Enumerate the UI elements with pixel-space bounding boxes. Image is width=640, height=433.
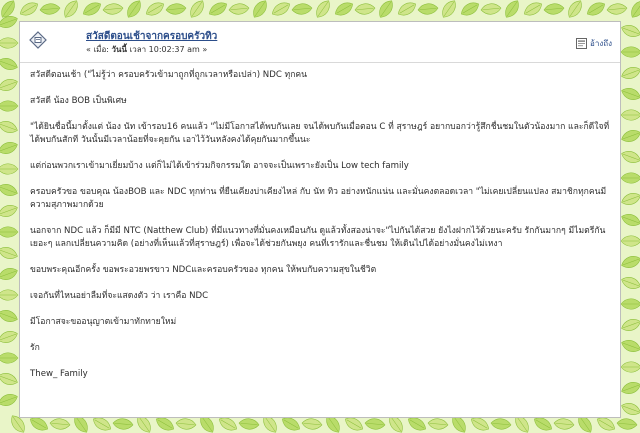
- post-paragraph: เจอกันที่ไหนอย่าลืมที่จะแสดงตัว ว่า เราคือ NDC: [30, 291, 209, 301]
- leaf-decoration: [0, 266, 19, 283]
- leaf-decoration: [620, 401, 640, 418]
- leaf-decoration: [0, 119, 19, 136]
- leaf-decoration: [621, 47, 640, 58]
- leaf-decoration: [620, 275, 640, 292]
- leaf-decoration: [620, 338, 640, 355]
- leaf-decoration: [0, 290, 18, 301]
- leaf-decoration: [61, 0, 81, 20]
- meta-day: วันนี้: [111, 45, 127, 54]
- leaf-decoration: [459, 0, 482, 19]
- post-paragraph: "ได้ยินชื่อนี้มาตั้งแต่ น้อง นัท เข้ารอบ16 คนแล้ว "ไม่มีโอกาสได้พบกันเลย จนได้พบกันเมื่อตอน C ที่ สุราษฎร์ อยากบอกว่ารู้สึกชื่นชมในตัวน้องมาก และก็ดีใจที่ได้พบกันสักที วันนั้นมีเวลาน้อยที่จะคุยกัน เอาไว้วันหลังคงได้คุยกันมากขึ้นนะ: [30, 122, 610, 145]
- leaf-decoration: [124, 0, 144, 20]
- leaf-decoration: [0, 56, 19, 73]
- post-paragraph: ขอบพระคุณอีกครั้ง ขอพระอวยพรขาว NDCและครอบครัวของ ทุกคน ให้พบกับความสุขในชีวิต: [30, 265, 377, 275]
- quote-icon: [576, 38, 587, 49]
- quote-button[interactable]: [576, 36, 612, 50]
- leaf-decoration: [166, 3, 187, 15]
- leaf-decoration: [621, 110, 640, 121]
- meta-prefix: « เมื่อ:: [86, 45, 109, 54]
- leaf-decoration: [0, 353, 18, 364]
- leaf-decoration: [620, 212, 640, 229]
- leaf-decoration: [620, 65, 640, 82]
- leaf-decoration: [113, 418, 134, 430]
- post-timestamp: [86, 43, 207, 56]
- post-paragraph: สวัสดี น้อง BOB เป็นพิเศษ: [30, 96, 127, 106]
- meta-time: เวลา 10:02:37 am »: [129, 45, 208, 54]
- leaf-decoration: [554, 418, 575, 430]
- leaf-decoration: [418, 3, 439, 15]
- leaf-decoration: [0, 392, 19, 409]
- folder-topic-icon: [29, 31, 47, 49]
- leaf-decoration: [18, 0, 41, 19]
- leaf-decoration: [176, 418, 197, 430]
- leaf-decoration: [620, 317, 640, 334]
- leaf-decoration: [333, 0, 356, 19]
- leaf-decoration: [0, 371, 19, 388]
- leaf-decoration: [491, 418, 512, 430]
- leaf-decoration: [620, 149, 640, 166]
- post-paragraph: นอกจาก NDC แล้ว ก็มีมี NTC (Natthew Club) ที่มีแนวทางที่มั่นคงเหมือนกัน ดูแล้วทั้งสองน่าจะ"ไปกันได้สวย ยังไงฝากไว้ด้วยนะครับ รักกันมากๆ มีไมตรีกันเยอะๆ แลกเปลี่ยนความคิด (อย่างที่เห็นแล้วที่สุราษฎร์) เพื่อจะได้ช่วยกันพยุง คนที่เรารักและชื่นชม ให้เดินไปได้อย่างมั่นคงไม่เหงา: [30, 226, 606, 249]
- leaf-decoration: [0, 101, 18, 112]
- leaf-decoration: [439, 0, 459, 20]
- leaf-decoration: [0, 227, 18, 238]
- leaf-decoration: [250, 0, 270, 20]
- leaf-decoration: [481, 3, 502, 15]
- leaf-decoration: [187, 0, 207, 20]
- leaf-decoration: [620, 380, 640, 397]
- leaf-decoration: [302, 418, 323, 430]
- leaf-decoration: [239, 418, 260, 430]
- post-signature: Thew_ Family: [30, 369, 88, 379]
- leaf-decoration: [620, 23, 640, 40]
- leaf-decoration: [502, 0, 522, 20]
- leaf-decoration: [628, 0, 640, 20]
- leaf-decoration: [620, 254, 640, 271]
- leaf-decoration: [0, 182, 19, 199]
- forum-post: [19, 21, 621, 418]
- post-paragraph: สวัสดีตอนเช้า ("ไม่รู้ว่า ครอบครัวเข้ามาถูกที่ถูกเวลาหรือเปล่า) NDC ทุกคน: [30, 70, 308, 80]
- leaf-decoration: [620, 86, 640, 103]
- leaf-decoration: [396, 0, 419, 19]
- leaf-decoration: [620, 128, 640, 145]
- leaf-decoration: [620, 191, 640, 208]
- post-paragraph: มีโอกาสจะขออนุญาตเข้ามาทักทายใหม่: [30, 317, 177, 327]
- leaf-decoration: [355, 3, 376, 15]
- leaf-decoration: [40, 3, 61, 15]
- leaf-decoration: [617, 418, 638, 430]
- post-paragraph: แต่ก่อนพวกเราเข้ามาเยี่ยมบ้าง แต่ก็ไม่ได้เข้าร่วมกิจกรรมใด อาจจะเป็นเพราะยังเป็น Low tech family: [30, 161, 409, 171]
- leaf-decoration: [621, 362, 640, 373]
- leaf-decoration: [0, 77, 19, 94]
- leaf-decoration: [621, 299, 640, 310]
- post-header: [20, 22, 620, 63]
- leaf-decoration: [607, 3, 628, 15]
- leaf-decoration: [270, 0, 293, 19]
- leaf-decoration: [585, 0, 608, 19]
- leaf-decoration: [144, 0, 167, 19]
- leaf-decoration: [565, 0, 585, 20]
- leaf-decoration: [207, 0, 230, 19]
- leaf-decoration: [522, 0, 545, 19]
- leaf-decoration: [365, 418, 386, 430]
- leaf-decoration: [376, 0, 396, 20]
- post-title-link[interactable]: สวัสดีตอนเช้าจากครอบครัวทิว: [86, 31, 218, 42]
- post-paragraph: รัก: [30, 343, 40, 353]
- post-paragraph: ครอบครัวขอ ขอบคุณ น้องBOB และ NDC ทุกท่าน ที่ยืนเคียงบ่าเคียงไหล่ กับ นัท ทิว อย่างหนักแน่น และมั่นคงตลอดเวลา "ไม่เคยเปลี่ยนแปลง สมาชิกทุกคนมีความสุภาพมากด้วย: [30, 187, 607, 210]
- leaf-decoration: [428, 418, 449, 430]
- leaf-decoration: [621, 236, 640, 247]
- leaf-decoration: [0, 38, 18, 49]
- leaf-decoration: [313, 0, 333, 20]
- leaf-decoration: [81, 0, 104, 19]
- leaf-decoration: [0, 203, 19, 220]
- leaf-decoration: [0, 245, 19, 262]
- leaf-decoration: [544, 3, 565, 15]
- leaf-decoration: [229, 3, 250, 15]
- leaf-decoration: [50, 418, 71, 430]
- leaf-decoration: [292, 3, 313, 15]
- leaf-decoration: [0, 308, 19, 325]
- leaf-decoration: [103, 3, 124, 15]
- leaf-decoration: [0, 164, 18, 175]
- leaf-decoration: [621, 173, 640, 184]
- post-body: [30, 69, 610, 381]
- quote-label: อ้างถึง: [590, 38, 612, 48]
- leaf-decoration: [0, 140, 19, 157]
- leaf-decoration: [0, 329, 19, 346]
